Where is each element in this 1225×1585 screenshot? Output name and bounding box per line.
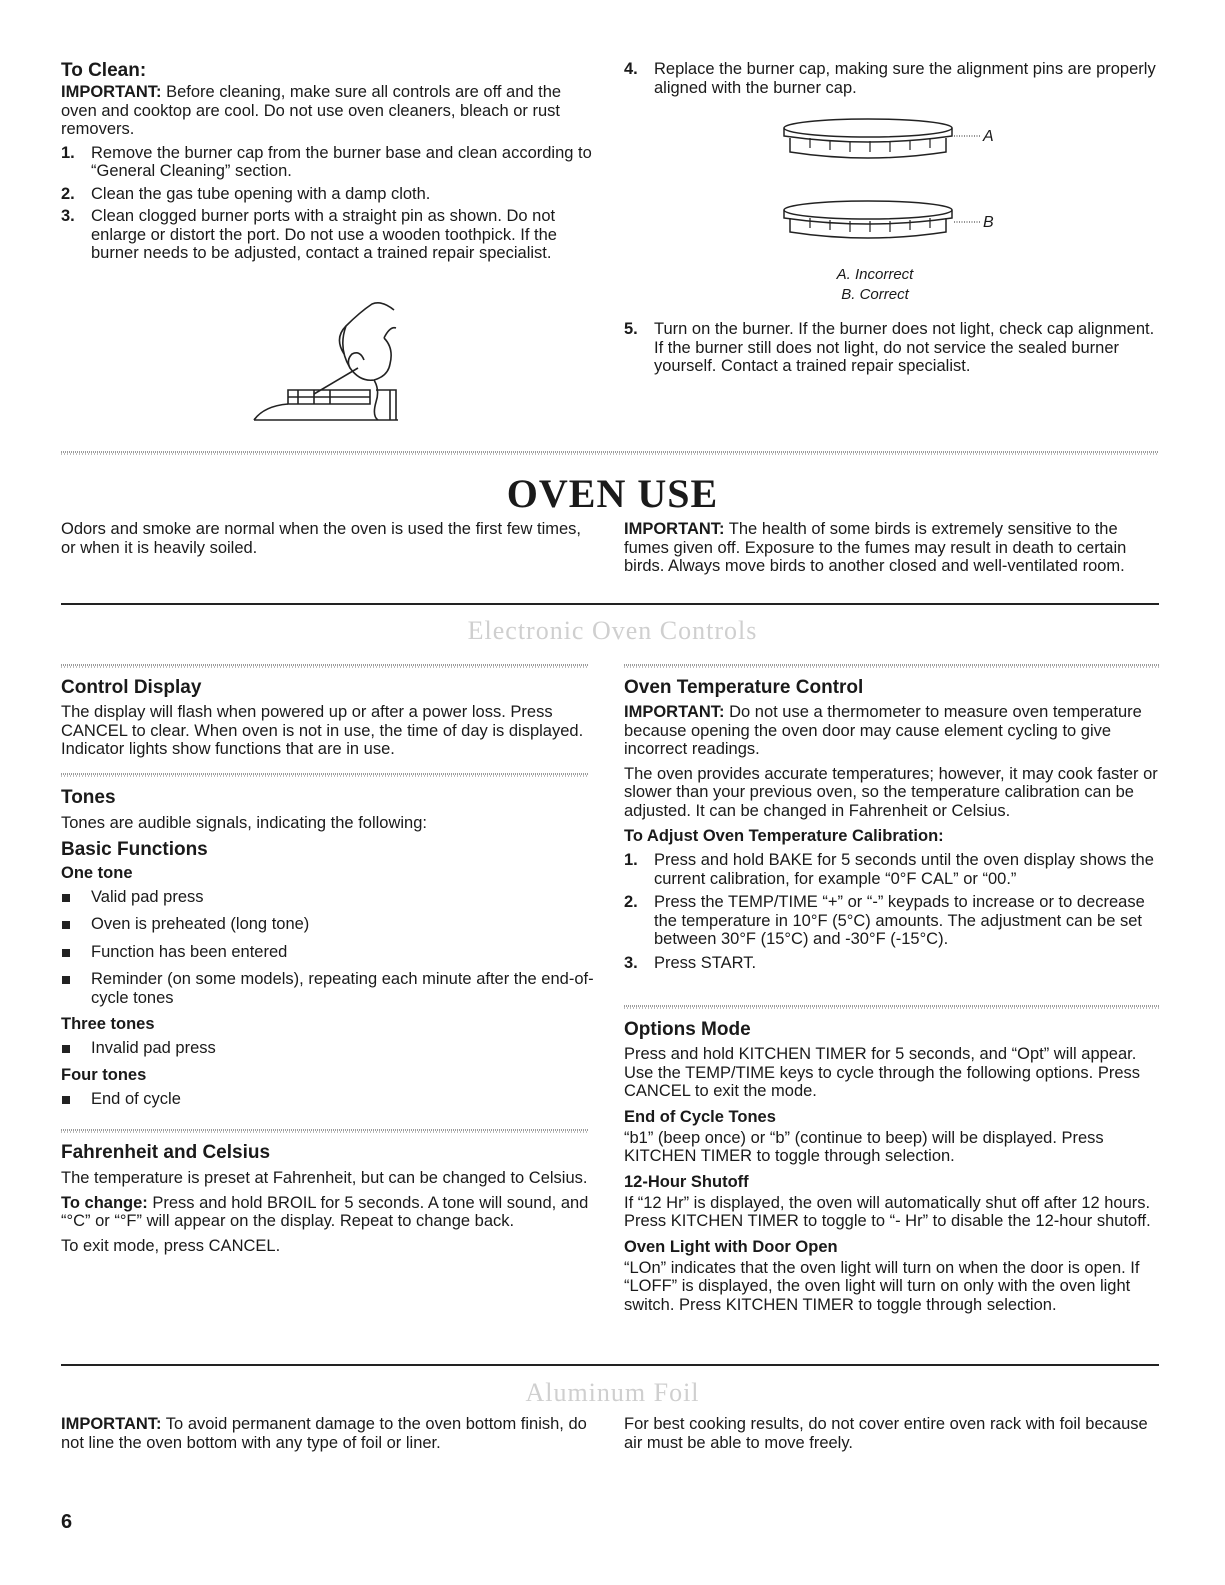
important-text: The health of some birds is extremely sensitive to the fumes given off. Exposure to the fumes may result in death to certain birds. Always move birds to another closed and well-ventilated room.	[624, 520, 1127, 575]
list-item: Invalid pad press	[61, 1039, 596, 1058]
step-text: Press and hold BAKE for 5 seconds until the oven display shows the current calibration, for example “0°F CAL” or “00.”	[654, 851, 1154, 888]
oven-use-bird-warning	[624, 520, 1159, 576]
list-item: Oven is preheated (long tone)	[61, 915, 596, 934]
to-clean-section	[61, 60, 596, 263]
important-text: Before cleaning, make sure all controls are off and the oven and cooktop are cool. Do not use oven cleaners, bleach or rust removers.	[61, 83, 562, 138]
end-of-cycle-heading: End of Cycle Tones	[624, 1107, 776, 1126]
step-number: 1.	[624, 851, 638, 869]
end-of-cycle-text: “b1” (beep once) or “b” (continue to beep) will be displayed. Press KITCHEN TIMER to toggle through selection.	[624, 1128, 1104, 1165]
oven-temp-important	[624, 703, 1159, 759]
step-text: Turn on the burner. If the burner does not light, check cap alignment. If the burner still does not light, do not service the sealed burner yourself. Contact a trained repair specialist.	[654, 320, 1155, 375]
callout-a: A	[983, 128, 994, 145]
page-number: 6	[61, 1511, 73, 1533]
four-tones-list	[61, 1090, 596, 1109]
fahrenheit-section	[61, 1142, 596, 1255]
section-title-aluminum: Aluminum Foil	[525, 1378, 700, 1407]
step-text: Remove the burner cap from the burner base and clean according to “General Cleaning” section.	[91, 143, 592, 180]
divider	[61, 1129, 588, 1133]
to-clean-important	[61, 83, 596, 139]
step-number: 4.	[624, 60, 638, 78]
list-item: End of cycle	[61, 1090, 596, 1109]
three-tones-heading: Three tones	[61, 1015, 155, 1033]
important-label: IMPORTANT:	[61, 83, 162, 101]
page-title: OVEN USE	[506, 471, 719, 516]
aluminum-important	[61, 1415, 596, 1452]
caption-a: A. Incorrect	[836, 266, 914, 283]
list-item	[61, 144, 596, 181]
divider	[61, 773, 588, 777]
step-text: Replace the burner cap, making sure the alignment pins are properly aligned with the burner cap.	[654, 60, 1156, 97]
step-text: Press the TEMP/TIME “+” or “-” keypads to increase or to decrease the temperature in 10°F (5°C) amounts. The adjustment can be set between 30°F (15°C) and -30°F (-15°C).	[654, 893, 1145, 948]
oven-light-heading: Oven Light with Door Open	[624, 1237, 838, 1256]
step-text: Clean clogged burner ports with a straight pin as shown. Do not enlarge or distort the port. Do not use a wooden toothpick. If the burner needs to be adjusted, contact a trained repair specialist.	[91, 207, 557, 262]
calibration-steps	[624, 851, 1159, 972]
fahrenheit-exit: To exit mode, press CANCEL.	[61, 1236, 281, 1255]
important-text: Do not use a thermometer to measure oven temperature because opening the oven door may cause element cycling to give incorrect readings.	[624, 703, 1142, 758]
burner-step-5	[624, 320, 1159, 376]
divider	[624, 1005, 1159, 1009]
step-text: Clean the gas tube opening with a damp cloth.	[91, 184, 431, 203]
fahrenheit-to-change	[61, 1194, 596, 1231]
control-display-text: The display will flash when powered up or after a power loss. Press CANCEL to clear. When oven is not in use, the time of day is displayed. Indicator lights show functions that are in use.	[61, 703, 584, 758]
basic-functions-heading: Basic Functions	[61, 838, 208, 860]
oven-temp-text: The oven provides accurate temperatures; however, it may cook faster or slower than your previous oven, so the temperature calibration can be adjusted. It can be changed in Fahrenheit or Celsius.	[624, 764, 1158, 820]
important-label: IMPORTANT:	[624, 703, 725, 721]
section-rule	[61, 1364, 1159, 1366]
three-tones-list	[61, 1039, 596, 1058]
figure-caption	[760, 265, 990, 305]
to-clean-heading: To Clean:	[61, 60, 147, 81]
burner-cap-diagram	[780, 112, 1010, 252]
to-change-text: Press and hold BROIL for 5 seconds. A tone will sound, and “°C” or “°F” will appear on the display. Repeat to change back.	[61, 1193, 589, 1230]
list-item	[624, 893, 1159, 949]
important-label: IMPORTANT:	[61, 1415, 162, 1433]
list-item	[624, 60, 1159, 97]
options-mode-text: Press and hold KITCHEN TIMER for 5 seconds, and “Opt” will appear. Use the TEMP/TIME keys to cycle through the following options. Press CANCEL to exit the mode.	[624, 1045, 1141, 1100]
tones-text: Tones are audible signals, indicating the following:	[61, 814, 427, 832]
step-number: 3.	[61, 207, 75, 225]
callout-b: B	[983, 214, 994, 231]
to-change-label: To change:	[61, 1193, 148, 1212]
four-tones-heading: Four tones	[61, 1065, 147, 1084]
list-item	[624, 954, 1159, 973]
tones-section	[61, 787, 596, 1108]
aluminum-note: For best cooking results, do not cover entire oven rack with foil because air must be able to move freely.	[624, 1415, 1148, 1452]
shutoff-text: If “12 Hr” is displayed, the oven will automatically shut off after 12 hours. Press KITCHEN TIMER to toggle to “- Hr” to disable the 12-hour shutoff.	[624, 1193, 1151, 1230]
step-number: 2.	[61, 184, 75, 203]
to-clean-steps-right-2	[624, 320, 1159, 376]
oven-temp-section	[624, 677, 1159, 972]
burner-cap-step-4	[624, 60, 1159, 97]
section-title-electronic: Electronic Oven Controls	[467, 616, 758, 645]
list-item: Reminder (on some models), repeating each minute after the end-of-cycle tones	[61, 970, 596, 1007]
important-text: To avoid permanent damage to the oven bottom finish, do not line the oven bottom with any type of foil or liner.	[61, 1415, 587, 1452]
step-number: 5.	[624, 320, 638, 338]
list-item	[61, 207, 596, 263]
caption-b: B. Correct	[841, 286, 909, 303]
options-mode-section	[624, 1019, 1159, 1314]
one-tone-list	[61, 888, 596, 1008]
tones-heading: Tones	[61, 787, 116, 808]
list-item	[61, 185, 596, 204]
step-number: 3.	[624, 953, 638, 972]
step-text: Press START.	[654, 953, 757, 972]
list-item: Valid pad press	[61, 888, 596, 907]
divider	[61, 451, 1159, 455]
list-item: Function has been entered	[61, 943, 596, 962]
pin-cleaning-illustration	[250, 298, 410, 426]
divider	[624, 664, 1159, 668]
adjust-calibration-heading: To Adjust Oven Temperature Calibration:	[624, 827, 944, 845]
control-display-section	[61, 677, 596, 759]
to-clean-steps-right	[624, 60, 1159, 97]
options-mode-heading: Options Mode	[624, 1019, 751, 1040]
list-item	[624, 851, 1159, 888]
list-item	[624, 320, 1159, 376]
fahrenheit-text: The temperature is preset at Fahrenheit, but can be changed to Celsius.	[61, 1169, 588, 1187]
shutoff-heading: 12-Hour Shutoff	[624, 1172, 749, 1191]
oven-use-intro: Odors and smoke are normal when the oven is used the first few times, or when it is heavily soiled.	[61, 520, 581, 557]
step-number: 1.	[61, 143, 75, 162]
divider	[61, 664, 588, 668]
important-label: IMPORTANT:	[624, 520, 725, 538]
fahrenheit-heading: Fahrenheit and Celsius	[61, 1142, 271, 1163]
section-rule	[61, 603, 1159, 605]
control-display-heading: Control Display	[61, 677, 202, 698]
step-number: 2.	[624, 893, 638, 911]
oven-light-text: “LOn” indicates that the oven light will turn on when the door is open. If “LOFF” is displayed, the oven light will turn on only with the oven light switch. Press KITCHEN TIMER to toggle through selection.	[624, 1258, 1140, 1314]
oven-temp-heading: Oven Temperature Control	[624, 677, 864, 698]
one-tone-heading: One tone	[61, 863, 133, 882]
to-clean-steps	[61, 144, 596, 263]
